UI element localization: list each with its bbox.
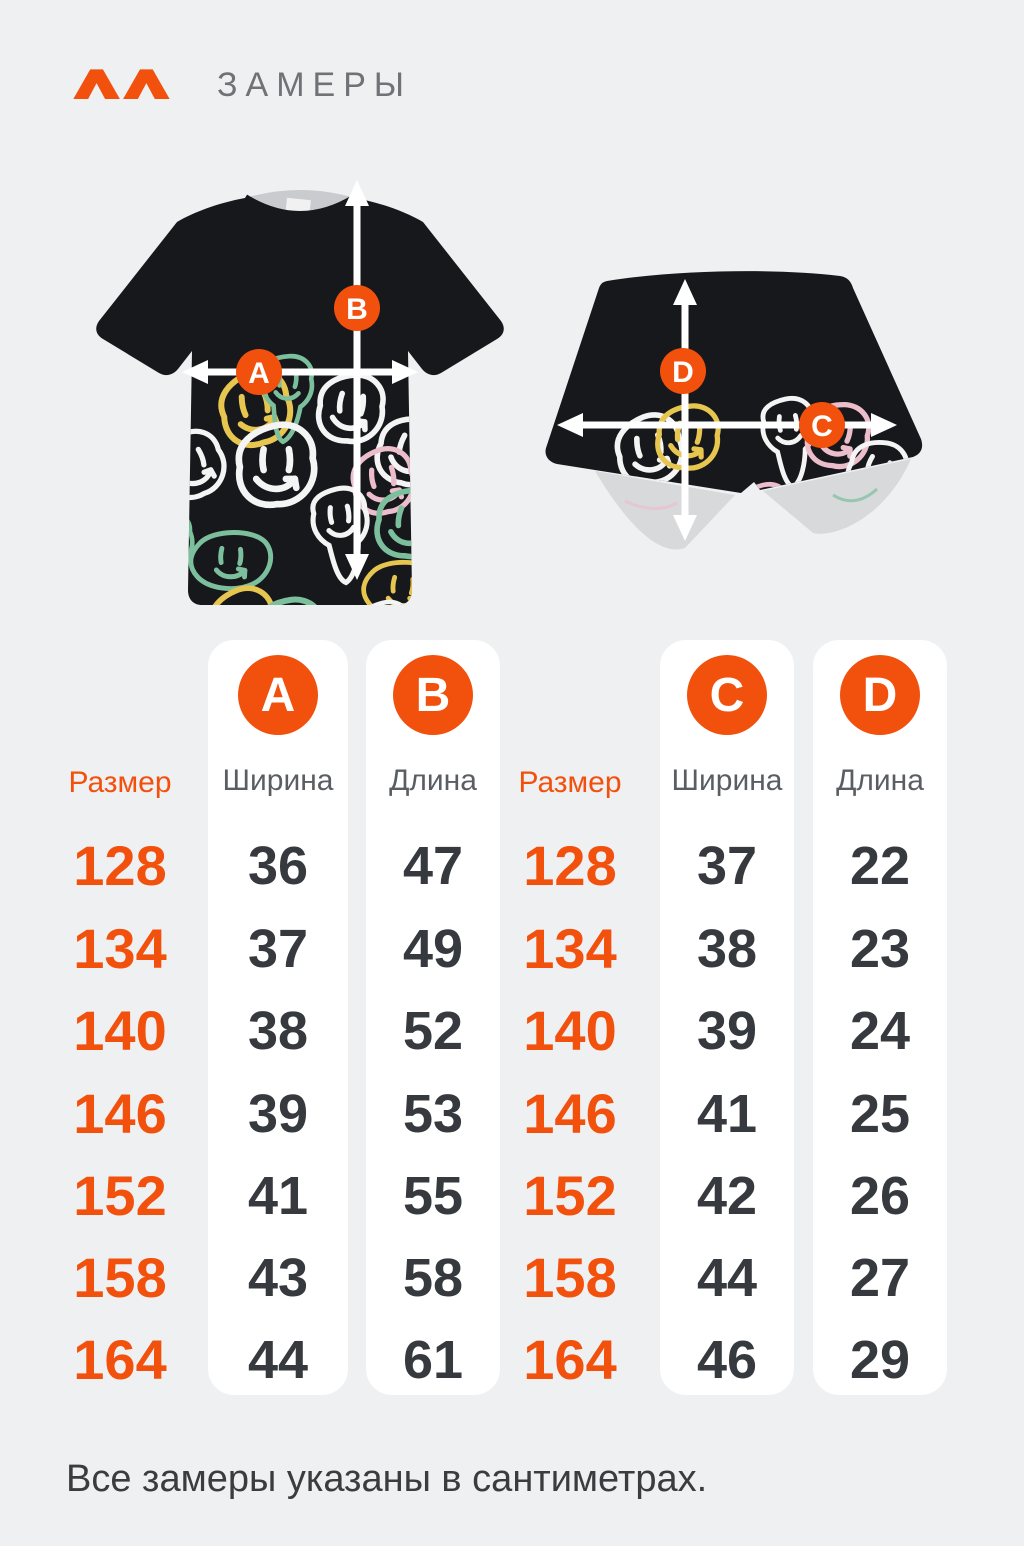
measurement-value: 26 (849, 1166, 911, 1226)
size-value: 146 (523, 1082, 617, 1145)
measurement-value: 44 (696, 1248, 758, 1308)
measure-card-c (660, 640, 794, 1395)
measurement-value: 58 (402, 1248, 464, 1308)
tshirt-length-badge (334, 285, 380, 331)
measurement-value: 52 (402, 1001, 464, 1061)
measurement-value: 38 (247, 1001, 309, 1061)
measurement-value: 29 (849, 1330, 911, 1390)
measure-badge-b: B (393, 655, 473, 735)
size-value: 134 (73, 917, 167, 980)
size-value: 128 (523, 834, 617, 897)
size-value: 140 (73, 999, 167, 1062)
size-value: 152 (523, 1164, 617, 1227)
measurement-value: 22 (849, 836, 911, 896)
measurement-value: 25 (849, 1084, 911, 1144)
size-value: 128 (73, 834, 167, 897)
measure-card-b (366, 640, 500, 1395)
measure-badge-a: A (238, 655, 318, 735)
page-title: ЗАМЕРЫ (217, 66, 412, 104)
units-note: Все замеры указаны в сантиметрах. (66, 1458, 708, 1500)
measurement-value: 61 (402, 1330, 464, 1390)
size-column-tshirt (50, 0, 190, 1546)
shorts-length-badge (660, 348, 706, 394)
tshirt-width-badge (236, 349, 282, 395)
size-value: 140 (523, 999, 617, 1062)
size-value: 164 (523, 1328, 617, 1391)
size-value: 158 (523, 1246, 617, 1309)
size-value: 164 (73, 1328, 167, 1391)
measurement-value: 41 (247, 1166, 309, 1226)
svg-text:D: D (672, 356, 694, 389)
measurement-value: 41 (696, 1084, 758, 1144)
size-value: 146 (73, 1082, 167, 1145)
measurement-value: 37 (696, 836, 758, 896)
measurement-value: 24 (849, 1001, 911, 1061)
measure-badge-d: D (840, 655, 920, 735)
measurement-value: 39 (696, 1001, 758, 1061)
measurement-value: 36 (247, 836, 309, 896)
column-header-length: Длина (389, 764, 477, 797)
measurement-value: 44 (247, 1330, 309, 1390)
svg-text:B: B (346, 293, 368, 326)
measurement-value: 38 (696, 919, 758, 979)
measurement-value: 55 (402, 1166, 464, 1226)
measurement-value: 39 (247, 1084, 309, 1144)
shorts-width-badge (799, 402, 845, 448)
size-value: 134 (523, 917, 617, 980)
measurement-value: 47 (402, 836, 464, 896)
measurement-value: 37 (247, 919, 309, 979)
measurement-value: 53 (402, 1084, 464, 1144)
measurement-value: 23 (849, 919, 911, 979)
size-value: 158 (73, 1246, 167, 1309)
svg-text:A: A (248, 357, 270, 390)
measurement-value: 42 (696, 1166, 758, 1226)
column-header-size: Размер (68, 766, 172, 799)
measurement-value: 46 (696, 1330, 758, 1390)
svg-text:C: C (811, 410, 833, 443)
column-header-size: Размер (518, 766, 622, 799)
measure-badge-c: C (687, 655, 767, 735)
measure-card-a (208, 640, 348, 1395)
column-header-width: Ширина (671, 764, 783, 797)
measurement-value: 43 (247, 1248, 309, 1308)
measure-card-d (813, 640, 947, 1395)
column-header-length: Длина (836, 764, 924, 797)
measurement-value: 27 (849, 1248, 911, 1308)
size-value: 152 (73, 1164, 167, 1227)
measurement-value: 49 (402, 919, 464, 979)
column-header-width: Ширина (222, 764, 334, 797)
size-column-shorts (505, 0, 635, 1546)
